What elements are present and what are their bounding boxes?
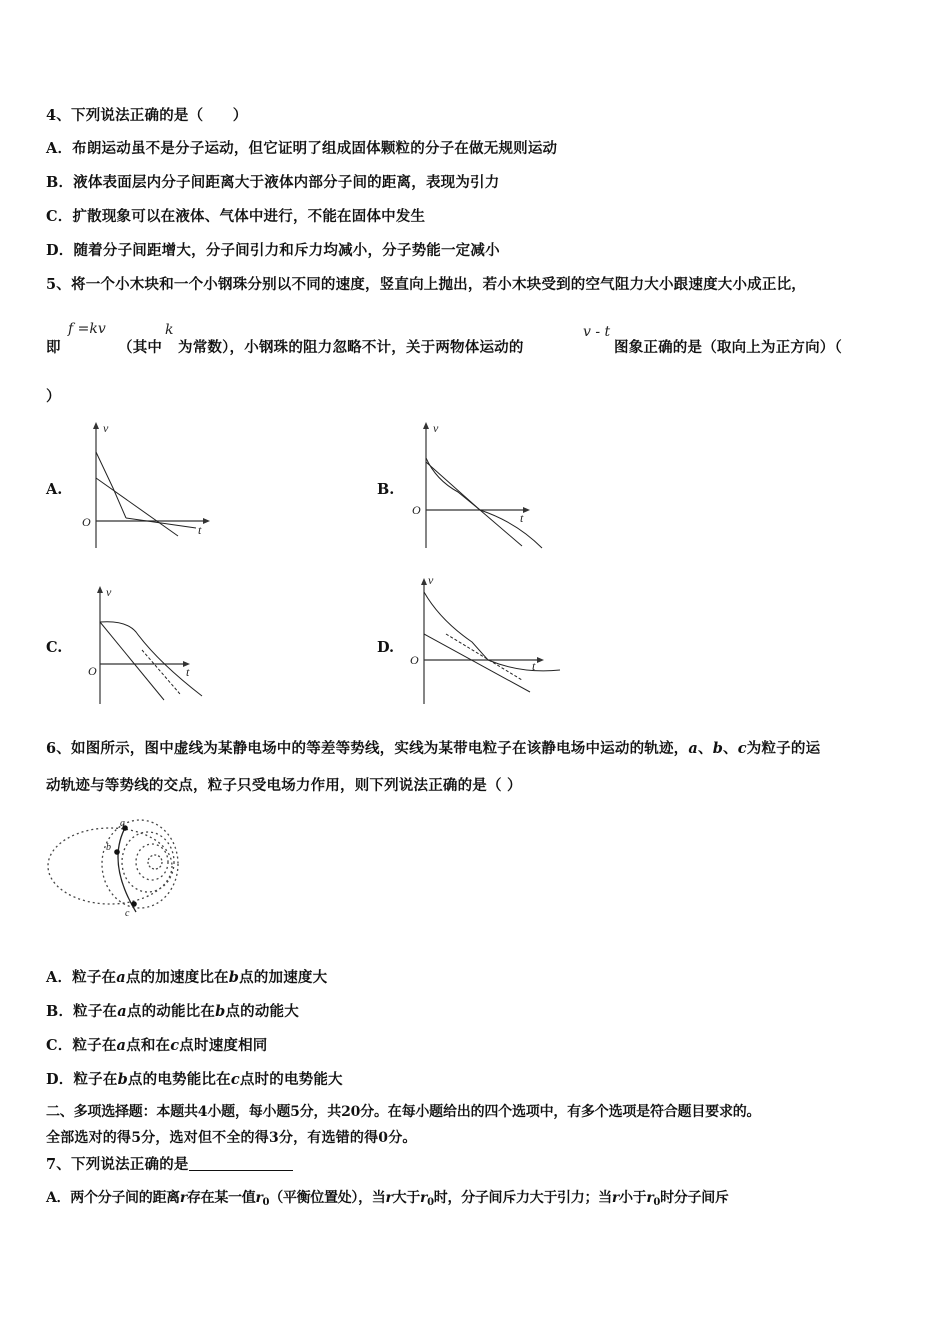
graph-c [78,582,228,712]
q5-stem-mid: 为常数），小钢珠的阻力忽略不计，关于两物体运动的 [178,339,524,356]
q6-stem-line2: 动轨迹与等势线的交点，粒子只受电场力作用，则下列说法正确的是（ ） [46,777,522,794]
q5-stem-end: 图象正确的是（取向上为正方向）（ [614,339,842,356]
graph-d [402,572,567,712]
q7-answer-blank[interactable] [189,1157,293,1171]
graph-c-label: C. [46,639,63,656]
graph-d-axis-v: v [428,573,434,587]
q4-option-b: B．液体表面层内分子间距离大于液体内部分子间的距离，表现为引力 [46,174,500,191]
q5-formula: f =kv [68,321,106,337]
q5-vt-symbol: v - t [583,324,611,340]
q6-option-c: C．粒子在a点和在c点时速度相同 [46,1037,268,1054]
q7-option-a: A．两个分子间的距离r存在某一值$r_0$（平衡位置处），当r大于$r_0$时，分子间斥力大于引力；当r小于$r_0$时分子间斥 [46,1190,729,1208]
graph-a [78,418,228,553]
q5-paren-open: （其中 [118,339,163,356]
section2-line2: 全部选对的得5分，选对但不全的得3分，有选错的得0分。 [46,1130,417,1146]
graph-d-label: D. [377,639,395,656]
q5-ji: 即 [46,339,61,356]
q4-option-d: D．随着分子间距增大，分子间引力和斥力均减小，分子势能一定减小 [46,242,500,259]
q4-option-c: C．扩散现象可以在液体、气体中进行，不能在固体中发生 [46,208,426,225]
q6-option-a: A．粒子在a点的加速度比在b点的加速度大 [46,969,328,986]
q5-k-symbol: k [165,322,174,338]
q6-stem-line1: 6、如图所示，图中虚线为某静电场中的等差等势线，实线为某带电粒子在该静电场中运动的轨迹，a、b、c为粒子的运 [46,740,821,757]
graph-d-axis-t: t [532,659,536,673]
q6-option-b: B．粒子在a点的动能比在b点的动能大 [46,1003,299,1020]
point-c-label: c [125,908,130,919]
graph-b-axis-v: v [433,421,439,435]
q5-paren-close: ） [46,388,61,405]
point-b-label: b [106,842,111,853]
q4-option-a: A．布朗运动虽不是分子运动，但它证明了组成固体颗粒的分子在做无规则运动 [46,140,558,157]
q5-stem-line1: 5、将一个小木块和一个小钢珠分别以不同的速度，竖直向上抛出，若小木块受到的空气阻力大小跟速度大小成正比， [46,276,806,293]
graph-a-origin: O [82,515,91,529]
graph-a-axis-t: t [198,523,202,537]
q6-equipotential-figure [48,812,188,922]
q7-stem: 7、下列说法正确的是 [46,1153,293,1174]
graph-a-label: A. [46,481,63,498]
graph-c-origin: O [88,664,97,678]
graph-d-origin: O [410,653,419,667]
point-a-label: a [120,818,125,829]
section2-line1: 二、多项选择题：本题共4小题，每小题5分，共20分。在每小题给出的四个选项中，有多个选项是符合题目要求的。 [46,1104,761,1120]
graph-b-axis-t: t [520,511,524,525]
q4-stem: 4、下列说法正确的是（ ） [46,107,248,124]
graph-b [408,418,558,553]
graph-c-axis-t: t [186,665,190,679]
q6-option-d: D．粒子在b点的电势能比在c点时的电势能大 [46,1071,343,1088]
graph-b-label: B. [377,481,395,498]
graph-a-axis-v: v [103,421,109,435]
graph-b-origin: O [412,503,421,517]
graph-c-axis-v: v [106,585,112,599]
